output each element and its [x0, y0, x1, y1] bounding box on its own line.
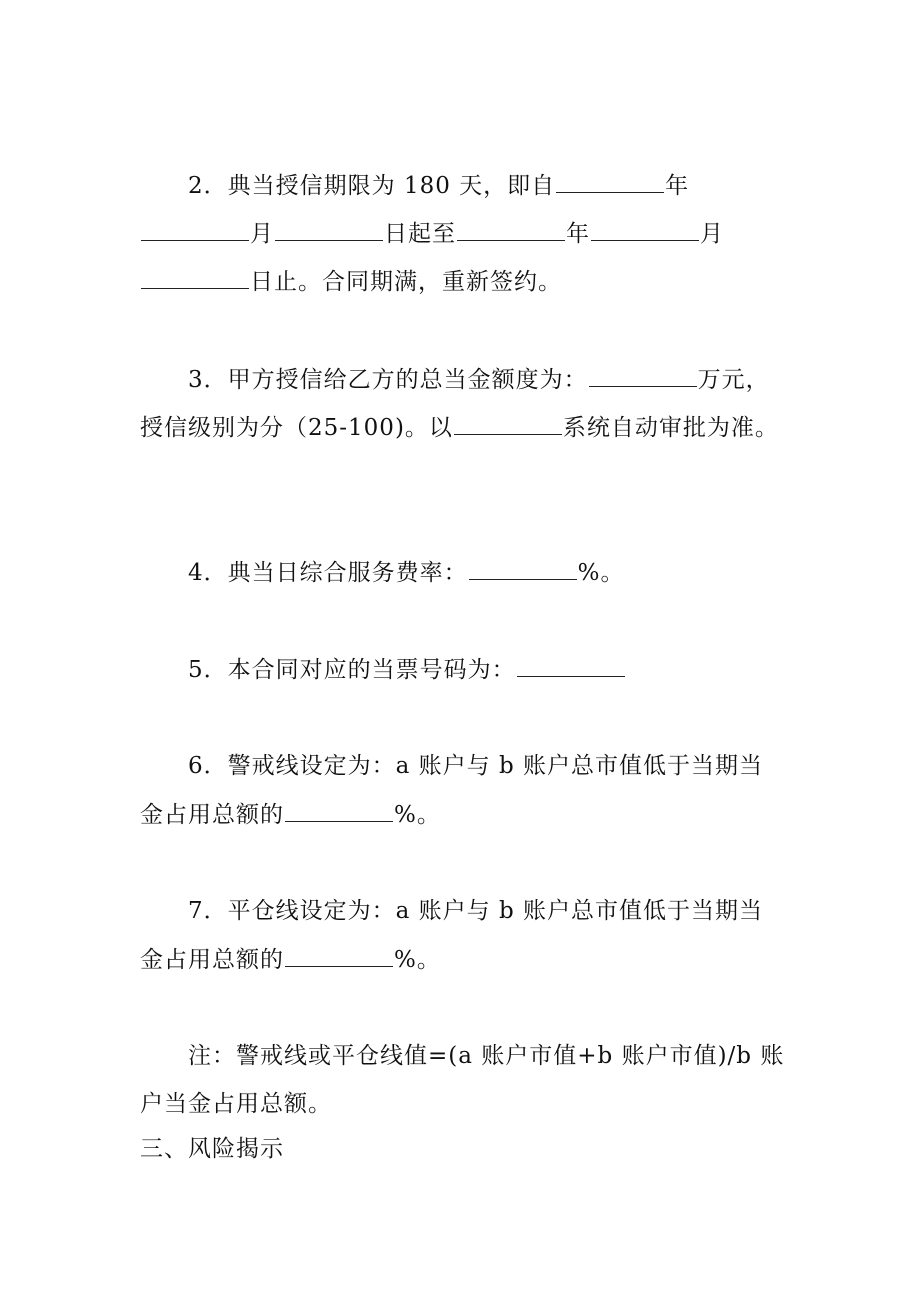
text-segment: 日起至 [384, 221, 456, 247]
fill-in-blank[interactable] [275, 218, 383, 241]
clause-6-line-2 [140, 799, 441, 830]
text-segment: 系统自动审批为准。 [562, 415, 779, 441]
text-segment: 日止。合同期满，重新签约。 [250, 269, 562, 295]
fill-in-blank[interactable] [589, 364, 697, 387]
text-segment: 金占用总额的 [140, 947, 284, 973]
fill-in-blank[interactable] [457, 218, 565, 241]
fill-in-blank[interactable] [517, 654, 625, 677]
text-segment: 6．警戒线设定为：a 账户与 b 账户总市值低于当期当 [188, 753, 764, 779]
fill-in-blank[interactable] [591, 218, 699, 241]
text-segment: 户当金占用总额。 [140, 1091, 332, 1117]
text-segment: 4．典当日综合服务费率： [188, 560, 468, 586]
note-line-1 [188, 1041, 784, 1071]
fill-in-blank[interactable] [454, 412, 562, 435]
fill-in-blank[interactable] [141, 266, 249, 289]
fill-in-blank[interactable] [285, 944, 393, 967]
text-segment: %。 [394, 802, 441, 828]
fill-in-blank[interactable] [469, 557, 577, 580]
text-segment: 月 [700, 221, 724, 247]
section-heading: 三、风险揭示 [140, 1136, 284, 1162]
clause-5-line-1 [188, 654, 626, 685]
note-line-2 [140, 1089, 332, 1119]
text-segment: 2．典当授信期限为 180 天，即自 [188, 173, 556, 199]
clause-2-line-2 [140, 218, 724, 249]
text-segment: 授信级别为分（25-100)。以 [140, 415, 453, 441]
clause-2-line-1 [188, 170, 689, 201]
clause-2-line-3 [140, 266, 562, 297]
text-segment: 万元， [697, 367, 770, 393]
text-segment: %。 [394, 947, 441, 973]
text-segment: 注：警戒线或平仓线值=(a 账户市值+b 账户市值)/b 账 [188, 1043, 785, 1069]
text-segment: 月 [250, 221, 274, 247]
clause-7-line-1 [188, 896, 763, 926]
text-segment: 7．平仓线设定为：a 账户与 b 账户总市值低于当期当 [188, 898, 764, 924]
clause-7-line-2 [140, 944, 441, 975]
text-segment: 金占用总额的 [140, 802, 284, 828]
fill-in-blank[interactable] [141, 218, 249, 241]
clause-6-line-1 [188, 751, 763, 781]
text-segment: 3．甲方授信给乙方的总当金额度为： [188, 367, 588, 393]
text-segment: %。 [577, 560, 625, 586]
text-segment: 5．本合同对应的当票号码为： [188, 657, 516, 683]
fill-in-blank[interactable] [556, 170, 664, 193]
clause-3-line-1 [188, 364, 770, 395]
text-segment: 年 [665, 173, 690, 199]
clause-3-line-2 [140, 412, 779, 443]
clause-4-line-1 [188, 557, 625, 588]
text-segment: 年 [566, 221, 590, 247]
fill-in-blank[interactable] [285, 799, 393, 822]
